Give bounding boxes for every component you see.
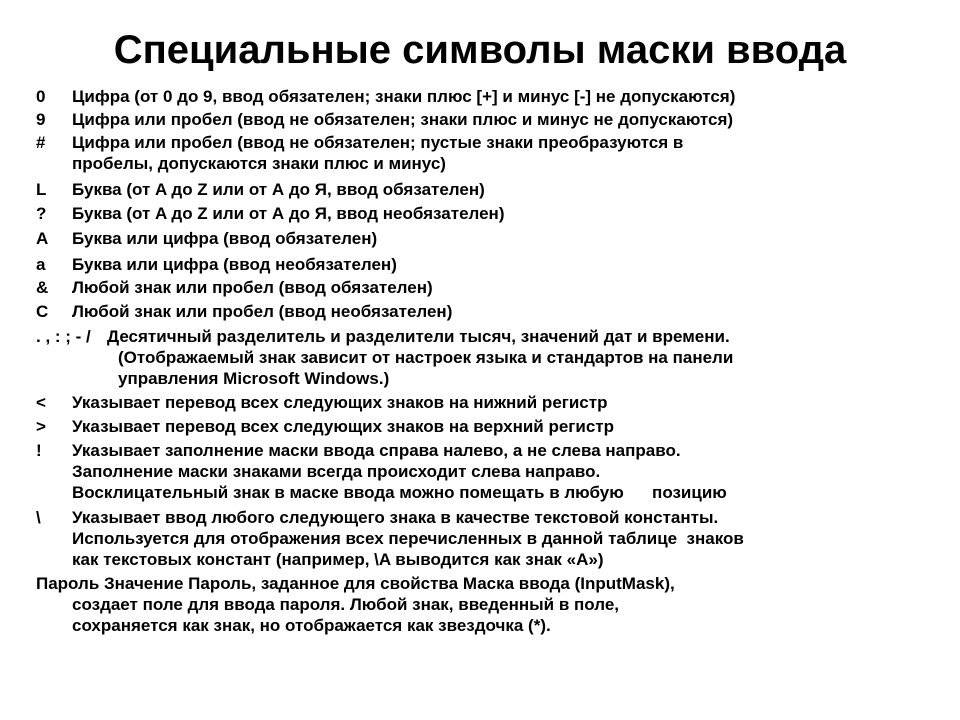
mask-symbol-description: Буква (от A до Z или от А до Я, ввод необязателен) [72, 204, 505, 223]
mask-symbol: C [36, 302, 49, 321]
mask-symbol-description: как текстовых констант (например, \A выводится как знак «A») [72, 550, 604, 569]
mask-symbol: # [36, 133, 46, 152]
mask-symbol: 9 [36, 110, 46, 129]
mask-symbol-description: Указывает перевод всех следующих знаков на нижний регистр [72, 393, 608, 412]
mask-symbol: < [36, 393, 46, 412]
mask-symbol-description: Буква или цифра (ввод необязателен) [72, 255, 397, 274]
mask-symbol: A [36, 229, 49, 248]
mask-symbol-description: Пароль Значение Пароль, заданное для свойства Маска ввода (InputMask), [36, 574, 675, 593]
mask-symbol-description: создает поле для ввода пароля. Любой знак, введенный в поле, [72, 595, 620, 614]
mask-symbol-description: Указывает заполнение маски ввода справа налево, а не слева направо. [72, 441, 681, 460]
mask-symbol: a [36, 255, 46, 274]
mask-symbol: 0 [36, 87, 46, 106]
mask-symbol-description: Указывает ввод любого следующего знака в качестве текстовой константы. [72, 508, 719, 527]
mask-symbol: ? [36, 204, 47, 223]
mask-symbol-description: Заполнение маски знаками всегда происходит слева направо. [72, 462, 601, 481]
mask-symbol-description: Указывает перевод всех следующих знаков на верхний регистр [72, 417, 614, 436]
mask-symbol-description: Цифра (от 0 до 9, ввод обязателен; знаки плюс [+] и минус [-] не допускаются) [72, 87, 736, 106]
mask-symbol: \ [36, 508, 41, 527]
mask-symbol: L [36, 180, 47, 199]
mask-symbol: . , : ; - / [36, 327, 91, 346]
mask-symbol-description: Любой знак или пробел (ввод необязателен) [72, 302, 453, 321]
mask-symbol-description: сохраняется как знак, но отображается как звездочка (*). [72, 616, 551, 635]
mask-symbol-description: Восклицательный знак в маске ввода можно помещать в любую позицию [72, 483, 727, 502]
mask-symbol-description: Цифра или пробел (ввод не обязателен; знаки плюс и минус не допускаются) [72, 110, 734, 129]
mask-symbol-description: пробелы, допускаются знаки плюс и минус) [72, 154, 446, 173]
mask-symbol-description: Буква или цифра (ввод обязателен) [72, 229, 378, 248]
mask-symbol: > [36, 417, 46, 436]
mask-symbol-description: Любой знак или пробел (ввод обязателен) [72, 278, 433, 297]
mask-symbol-description: Буква (от A до Z или от А до Я, ввод обязателен) [72, 180, 485, 199]
mask-symbol-description: Используется для отображения всех перечисленных в данной таблице знаков [72, 529, 744, 548]
mask-symbol-description: Цифра или пробел (ввод не обязателен; пустые знаки преобразуются в [72, 133, 684, 152]
mask-symbol-description: Десятичный разделитель и разделители тысяч, значений дат и времени. [107, 327, 730, 346]
mask-symbol-description: (Отображаемый знак зависит от настроек языка и стандартов на панели [118, 348, 734, 367]
slide-title: Специальные символы маски ввода [113, 28, 847, 72]
mask-symbol-description: управления Microsoft Windows.) [118, 369, 390, 388]
mask-symbol: & [36, 278, 49, 297]
mask-symbol: ! [36, 441, 42, 460]
